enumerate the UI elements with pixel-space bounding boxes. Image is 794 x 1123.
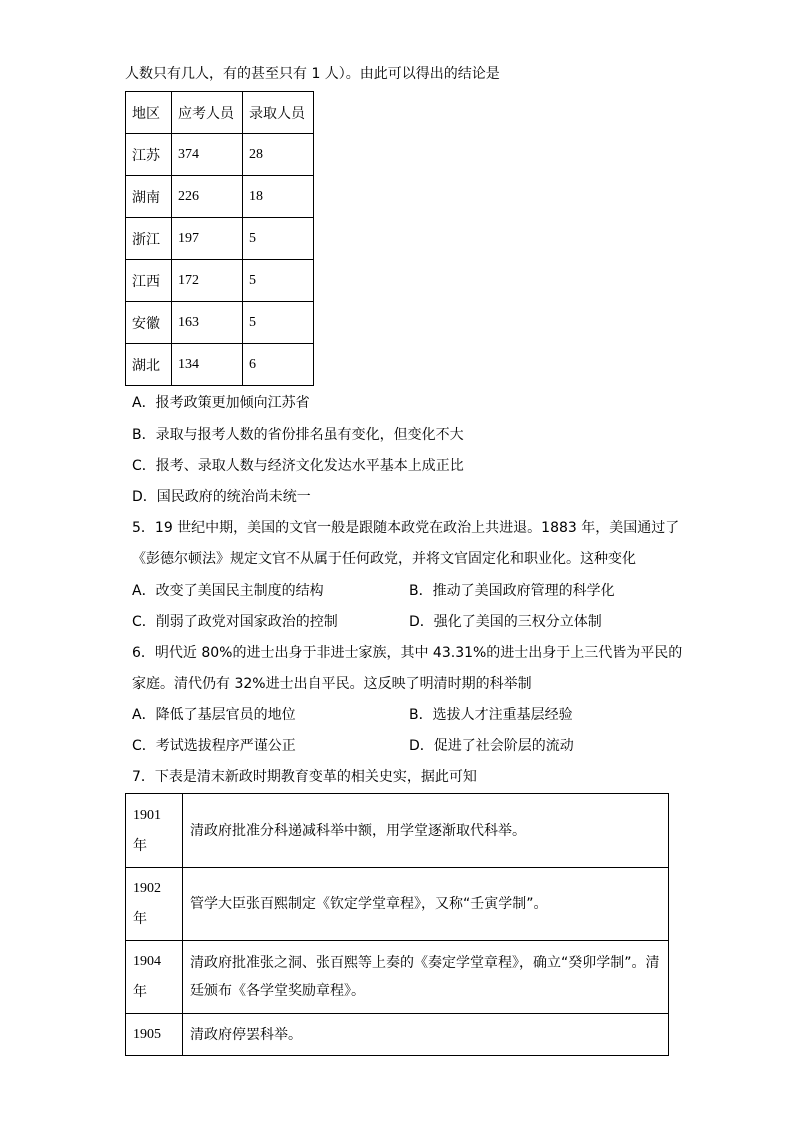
year-cell — [126, 1014, 183, 1056]
header-cell: 地区 — [126, 92, 172, 134]
event-text-continued: 廷颁布《各学堂奖励章程》。 — [190, 983, 365, 999]
admitted-cell: 6 — [243, 344, 314, 386]
event-cell — [183, 1014, 669, 1056]
table-row — [126, 176, 314, 218]
q6-option-d: D．促进了社会阶层的流动 — [409, 738, 574, 754]
q6-option-b: B．选拔人才注重基层经验 — [409, 707, 573, 723]
applicants-cell: 163 — [172, 302, 243, 344]
q6-stem-line2: 家庭。清代仍有 32%进士出自平民。这反映了明清时期的科举制 — [132, 676, 532, 692]
region-cell: 江苏 — [126, 134, 172, 176]
applicants-cell: 172 — [172, 260, 243, 302]
region-cell: 浙江 — [126, 218, 172, 260]
event-text: 清政府批准张之洞、张百熙等上奏的《奏定学堂章程》，确立“癸卯学制”。清 — [190, 955, 660, 971]
q4-option-a: A．报考政策更加倾向江苏省 — [132, 395, 310, 411]
applicants-cell: 374 — [172, 134, 243, 176]
header-cell: 应考人员 — [172, 92, 243, 134]
q6-stem-line1: 6．明代近 80%的进士出身于非进士家族，其中 43.31%的进士出身于上三代皆为平民的 — [132, 645, 683, 661]
year-suffix: 年 — [133, 984, 147, 1000]
q4-option-c: C．报考、录取人数与经济文化发达水平基本上成正比 — [132, 458, 464, 474]
table-row — [126, 941, 669, 1014]
table-row — [126, 868, 669, 941]
year-number: 1902 — [133, 881, 161, 896]
year-cell — [126, 868, 183, 941]
year-number: 1904 — [133, 954, 161, 969]
year-number: 1905 — [133, 1026, 161, 1042]
q5-option-b: B．推动了美国政府管理的科学化 — [409, 583, 615, 599]
region-cell: 湖北 — [126, 344, 172, 386]
table-row — [126, 302, 314, 344]
q6-option-c: C．考试选拔程序严谨公正 — [132, 738, 296, 754]
table-row — [126, 344, 314, 386]
year-number: 1901 — [133, 807, 161, 823]
event-text: 清政府批准分科递减科举中额，用学堂逐渐取代科举。 — [190, 822, 526, 839]
year-suffix: 年 — [133, 837, 147, 854]
q5-stem-line1: 5．19 世纪中期，美国的文官一般是跟随本政党在政治上共进退。1883 年，美国通过了 — [132, 520, 680, 536]
table-row — [126, 134, 314, 176]
admitted-cell: 5 — [243, 302, 314, 344]
q4-option-b: B．录取与报考人数的省份排名虽有变化，但变化不大 — [132, 427, 464, 443]
q6-option-a: A．降低了基层官员的地位 — [132, 707, 296, 723]
q4-option-d: D．国民政府的统治尚未统一 — [132, 489, 311, 505]
table-row — [126, 794, 669, 868]
exam-admission-table — [125, 91, 314, 386]
q7-stem-line1: 7．下表是清末新政时期教育变革的相关史实，据此可知 — [132, 769, 477, 785]
table-row — [126, 1014, 669, 1056]
admitted-cell: 28 — [243, 134, 314, 176]
event-cell — [183, 868, 669, 941]
q5-option-d: D．强化了美国的三权分立体制 — [409, 614, 602, 630]
applicants-cell: 226 — [172, 176, 243, 218]
table-row — [126, 218, 314, 260]
year-cell — [126, 941, 183, 1014]
event-text: 清政府停罢科举。 — [190, 1026, 302, 1043]
admitted-cell: 5 — [243, 218, 314, 260]
q5-stem-line2: 《彭德尔顿法》规定文官不从属于任何政党，并将文官固定化和职业化。这种变化 — [132, 551, 636, 567]
q5-option-a: A．改变了美国民主制度的结构 — [132, 583, 324, 599]
intro-line: 人数只有几人，有的甚至只有 1 人）。由此可以得出的结论是 — [125, 66, 500, 82]
year-suffix: 年 — [133, 911, 147, 927]
event-text: 管学大臣张百熙制定《钦定学堂章程》，又称“壬寅学制”。 — [190, 896, 548, 912]
applicants-cell: 197 — [172, 218, 243, 260]
admitted-cell: 5 — [243, 260, 314, 302]
event-cell — [183, 794, 669, 868]
region-cell: 江西 — [126, 260, 172, 302]
applicants-cell: 134 — [172, 344, 243, 386]
table-header-row — [126, 92, 314, 134]
region-cell: 安徽 — [126, 302, 172, 344]
header-cell: 录取人员 — [243, 92, 314, 134]
year-cell — [126, 794, 183, 868]
q5-option-c: C．削弱了政党对国家政治的控制 — [132, 614, 338, 630]
event-cell — [183, 941, 669, 1014]
education-reform-table — [125, 793, 669, 1056]
table-row — [126, 260, 314, 302]
region-cell: 湖南 — [126, 176, 172, 218]
admitted-cell: 18 — [243, 176, 314, 218]
